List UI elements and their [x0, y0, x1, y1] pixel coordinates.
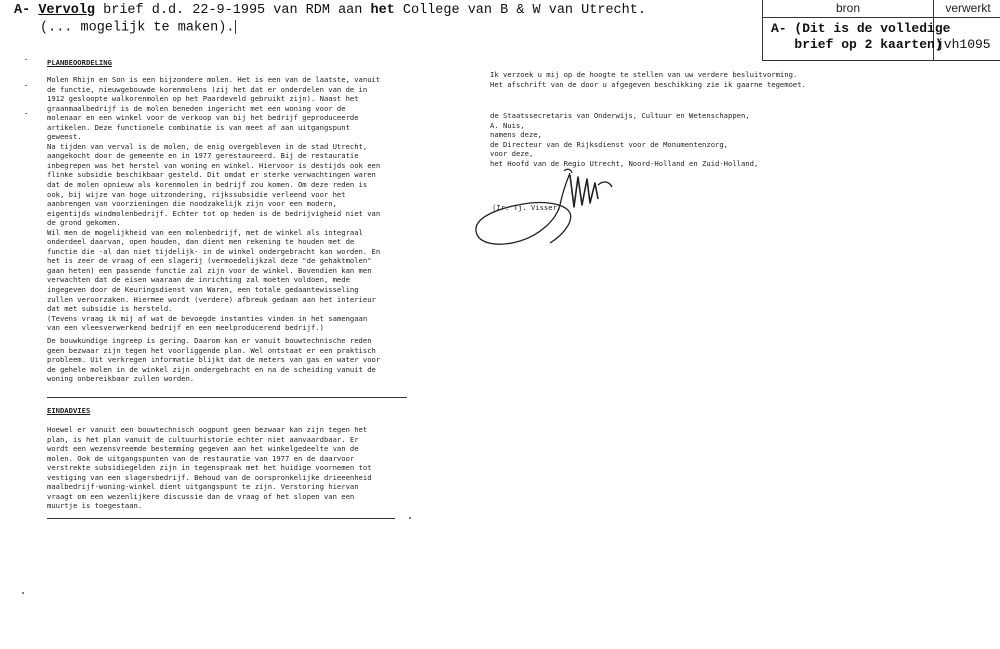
handwritten-signature — [470, 165, 630, 265]
source-note: A- (Dit is de volledige brief op 2 kaarten) — [771, 21, 951, 52]
heading-planbeoordeling: PLANBEOORDELING — [47, 58, 112, 67]
header-vervolg: Vervolg — [38, 3, 96, 18]
signatory-block: de Staatssecretaris van Onderwijs, Cultuur en Wetenschappen, A. Nuis, namens deze, de Directeur van de Rijksdienst voor de Monumentenzorg, voor deze, het Hoofd van de Regio Utrecht, Noord-Holland en Zuid-Holland, — [490, 111, 759, 168]
heading-eindadvies: EINDADVIES — [47, 406, 91, 415]
paragraph-eindadvies: Hoewel er vanuit een bouwtechnisch oogpunt geen bezwaar kan zijn tegen het plan, is het plan vanuit de cultuurhistorie echter niet aanvaardbaar. Er wordt een wezensvreemde bestemming gegeven aan het winkelgedeelte van de molen. Ook de uitgangspunten van de restauratie van 1977 en de daarvoor verstrekte subsidiegelden zijn in tegenspraak met het huidige voornemen tot vestiging van een slagersbedrijf. Behoud van de oorspronkelijke drieeenheid maalbedrijf-woning-winkel dient uitgangspunt te zijn. Verstoring hiervan vraagt om een wezenlijkere discussie dan de vraag of het slopen van een muurtje is toegestaan. — [47, 425, 372, 511]
letter-header-line1: A- Vervolg brief d.d. 22-9-1995 van RDM aan het College van B & W van Utrecht. — [14, 3, 646, 18]
divider-1 — [47, 397, 407, 398]
processed-col-header: verwerkt — [933, 0, 1000, 17]
divider-2 — [47, 518, 395, 519]
paragraph-bouwkundig: De bouwkundige ingreep is gering. Daarom kan er vanuit bouwtechnische reden geen bezwaar zijn tegen het voorliggende plan. Wel ontstaat er een praktisch probleem. Uit verkregen informatie blijkt dat de meters van gas en water voor de gehele molen in de winkel zijn ondergebracht en na de scheiding vanuit de woning onbereikbaar zullen worden. — [47, 336, 381, 384]
text-cursor — [235, 20, 236, 34]
speck — [409, 517, 411, 519]
margin-mark — [25, 59, 27, 60]
margin-mark — [25, 85, 27, 86]
source-code: jvh1095 — [936, 37, 991, 52]
signature-name: (Ir. Tj. Visser) — [492, 203, 562, 212]
paragraph-planbeoordeling: Molen Rhijn en Son is een bijzondere molen. Het is een van de laatste, vanuit de functie, nieuwgebouwde korenmolens (zij het dat er onderdelen van de in 1912 gesloopte walkorenmolen op het Paardeveld gebruikt zijn). Naast het graanmaalbedrijf is de molen beneden ingericht met een woning voor de molenaar en een winkel voor de verkoop van bij het bedrijf geproduceerde artikelen. Deze functionele combinatie is van meet af aan uitgangspunt geweest. Na tijden van verval is de molen, de enig overgebleven in de stad Utrecht, aangekocht door de gemeente en in 1977 gerestaureerd. Bij de restauratie inbegrepen was het herstel van woning en winkel. Hiervoor is destijds ook een flinke subsidie beschikbaar gesteld. Dit omdat er sterke verwachtingen waren dat de molen opnieuw als korenmolen in bedrijf zou komen. Om deze reden is ook, bij wijze van hoge uitzondering, rijkssubsidie verleend voor het aanbrengen van voorzieningen die noodzakelijk zijn voor een modern, eigentijds windmolenbedrijf. Echter tot op heden is de bedrijvigheid niet van de grond gekomen. Wil men de mogelijkheid van een molenbedrijf, met de winkel als integraal onderdeel daarvan, open houden, dan dient men rekening te houden met de functie die -al dan niet tijdelijk- in de winkel ondergebracht kan worden. En het is zeer de vraag of een slagerij (vermoedelijkzal deze "de gehaktmolen" gaan heten) een passende functie zal zijn voor de winkel. Bovendien kan men verwachten dat de eisen waaraan de inrichting zal moeten voldoen, mede ingegeven door de Keuringsdienst van Waren, een totale gedaantewisseling zullen veroorzaken. Hiermee wordt (verdere) afbreuk gedaan aan het interieur dat met subsidie is hersteld. (Tevens vraag ik mij af wat de bevoegde instanties vinden in het samengaan van een vleesverwerkend bedrijf en een meelproducerend bedrijf.) — [47, 75, 381, 333]
margin-mark — [25, 113, 27, 114]
source-box — [762, 0, 1000, 61]
letter-header-line2: (... mogelijk te maken). — [40, 20, 235, 36]
paragraph-verzoek: Ik verzoek u mij op de hoogte te stellen van uw verdere besluitvorming. Het afschrift van de door u afgegeven beschikking zie ik gaarne tegemoet. — [490, 70, 806, 89]
source-col-header: bron — [835, 1, 861, 15]
speck — [22, 592, 24, 594]
